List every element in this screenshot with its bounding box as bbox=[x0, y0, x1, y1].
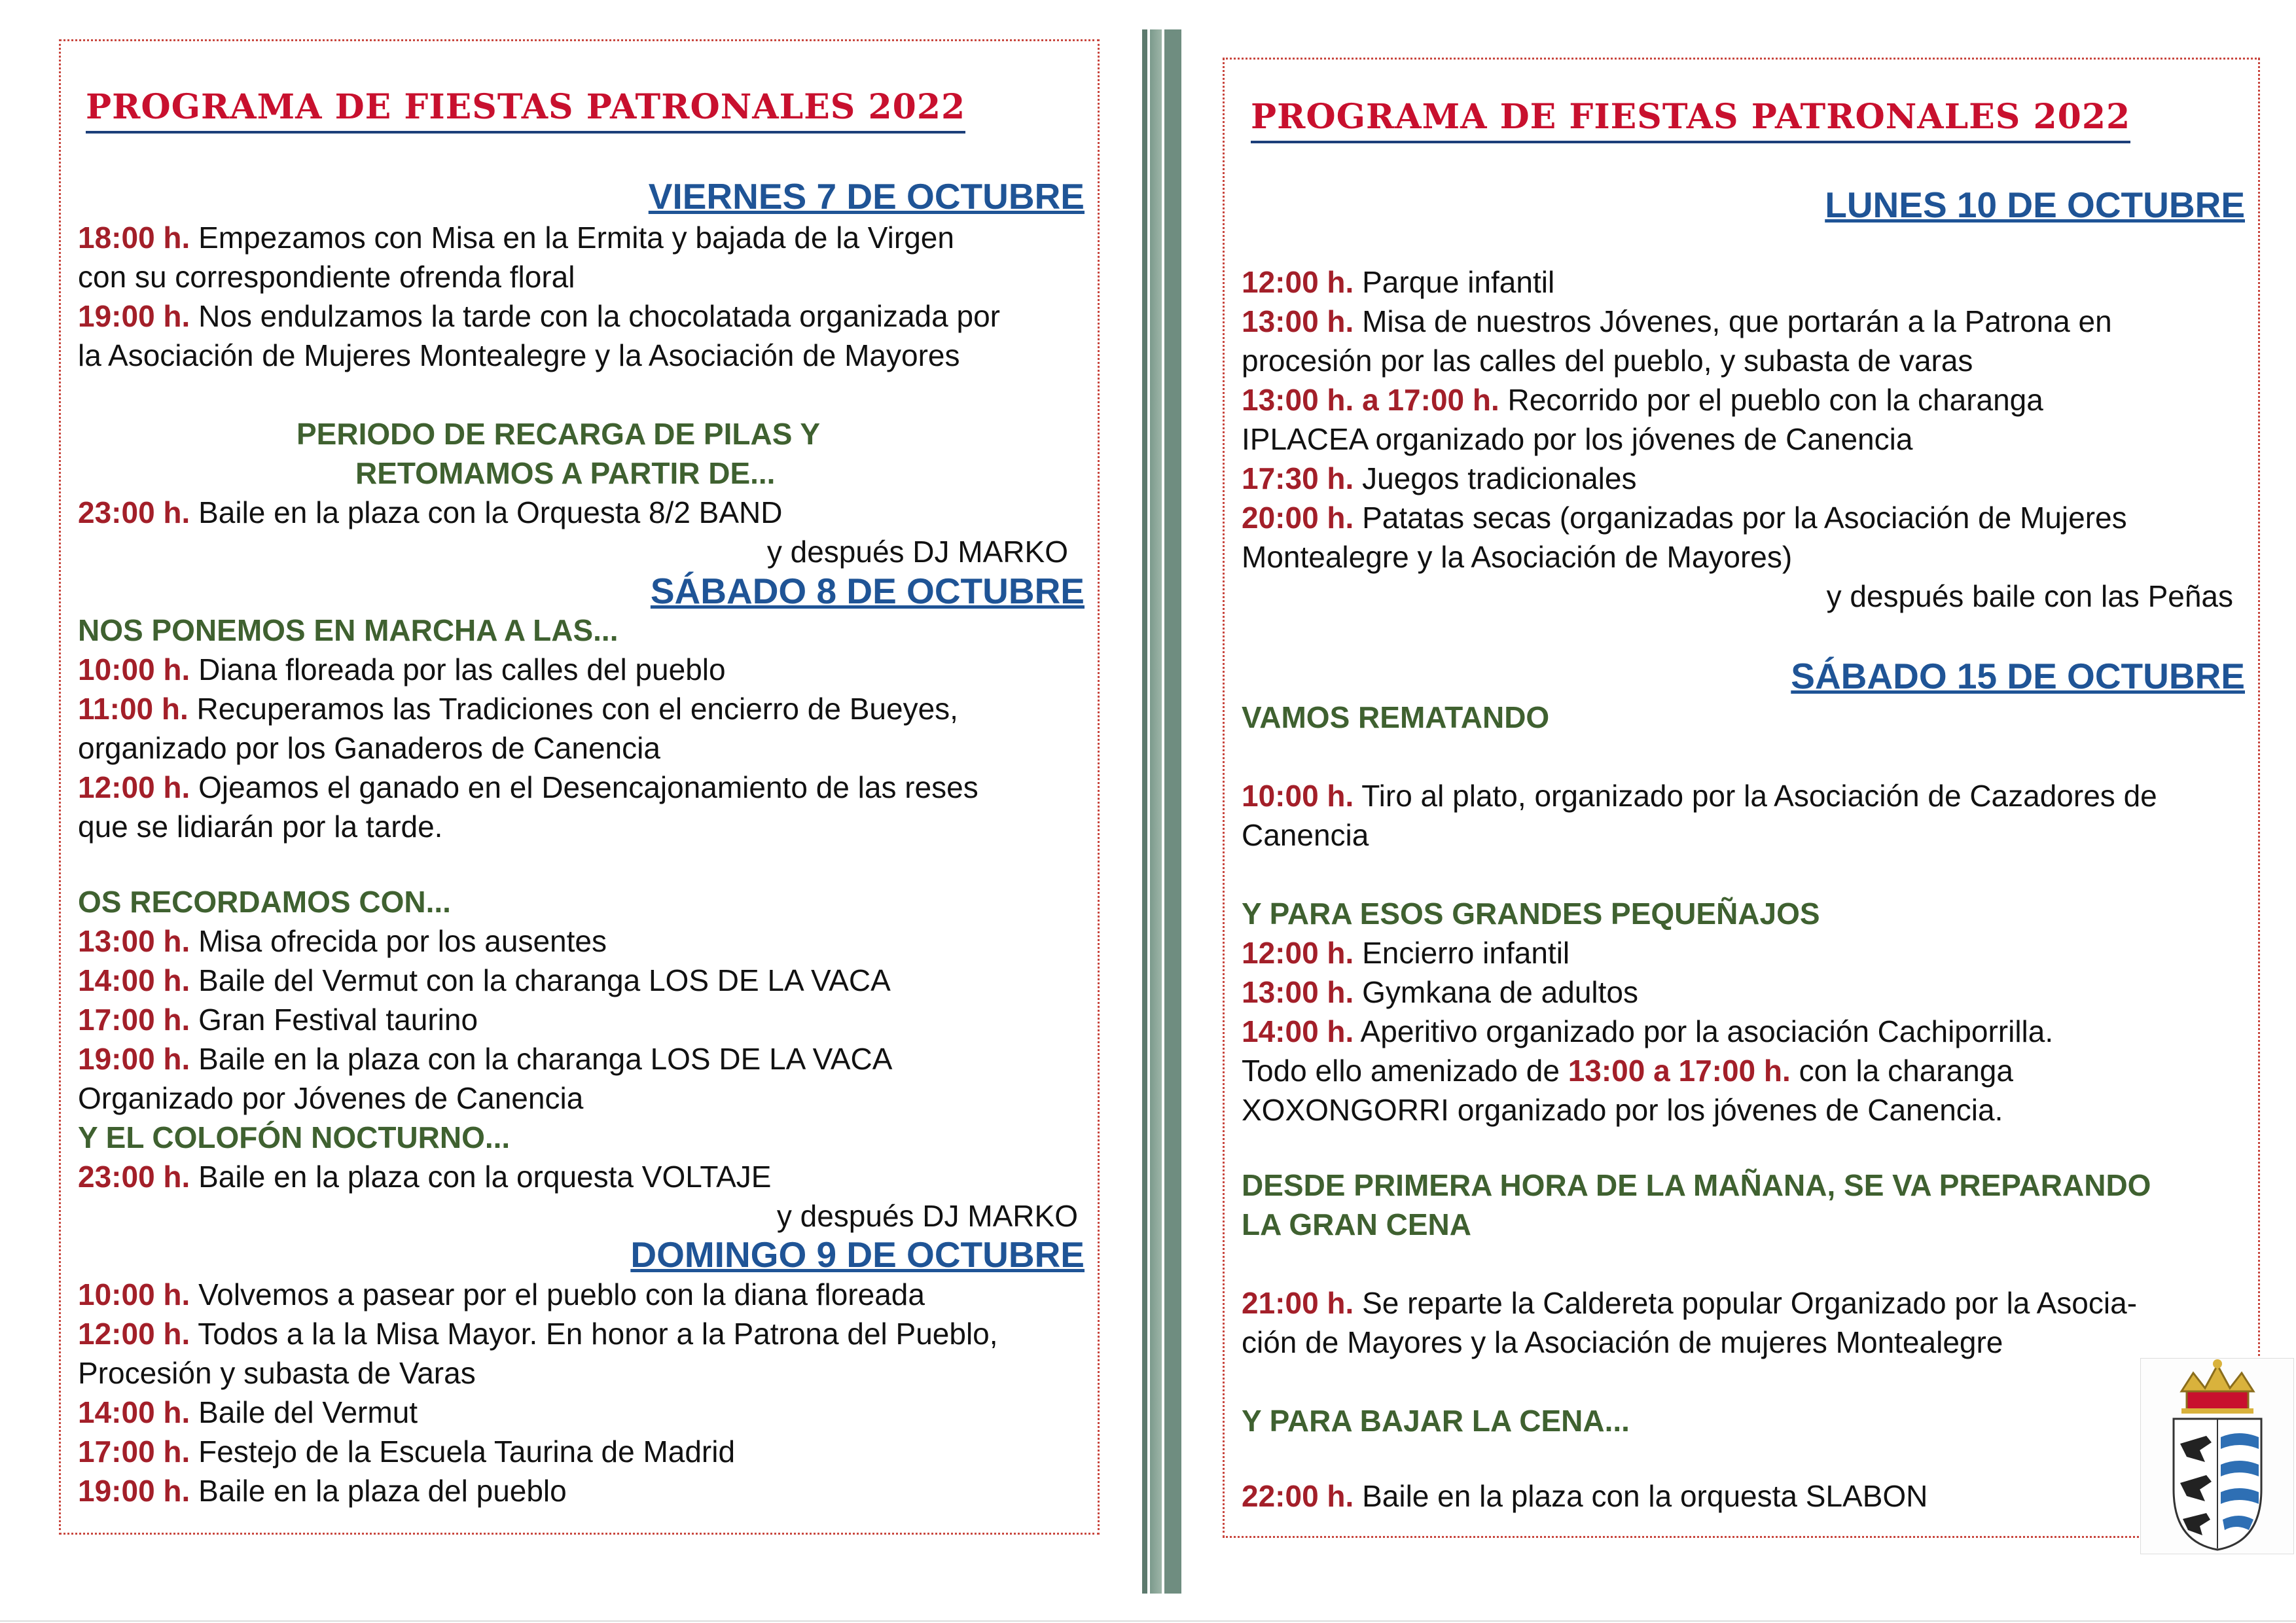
section-heading: PERIODO DE RECARGA DE PILAS Y bbox=[296, 417, 821, 451]
section-heading: DESDE PRIMERA HORA DE LA MAÑANA, SE VA PREPARANDO bbox=[1242, 1168, 2151, 1202]
event-line: 23:00 h. Baile en la plaza con la orquesta VOLTAJE bbox=[78, 1160, 772, 1194]
day-heading-sabado: SÁBADO 8 DE OCTUBRE bbox=[650, 571, 1085, 611]
section-heading: Y EL COLOFÓN NOCTURNO... bbox=[78, 1120, 511, 1154]
program-title: PROGRAMA DE FIESTAS PATRONALES 2022 bbox=[1251, 97, 2130, 137]
program-title: PROGRAMA DE FIESTAS PATRONALES 2022 bbox=[86, 87, 965, 127]
section-heading: OS RECORDAMOS CON... bbox=[78, 885, 451, 919]
section-heading: LA GRAN CENA bbox=[1242, 1207, 1471, 1241]
event-line-cont: la Asociación de Mujeres Montealegre y la Asociación de Mayores bbox=[78, 338, 960, 372]
event-line-cont: XOXONGORRI organizado por los jóvenes de Canencia. bbox=[1242, 1093, 2003, 1127]
crown-icon bbox=[2181, 1359, 2253, 1414]
event-line-cont: que se lidiarán por la tarde. bbox=[78, 810, 443, 844]
event-line: 10:00 h. Diana floreada por las calles del pueblo bbox=[78, 652, 726, 687]
event-line: 10:00 h. Volvemos a pasear por el pueblo con la diana floreada bbox=[78, 1277, 925, 1311]
page-bottom-edge bbox=[0, 1620, 2296, 1622]
shield-icon bbox=[2174, 1419, 2261, 1550]
event-line: 21:00 h. Se reparte la Caldereta popular Organizado por la Asocia- bbox=[1242, 1286, 2138, 1320]
event-line: 12:00 h. Todos a la la Misa Mayor. En honor a la Patrona del Pueblo, bbox=[78, 1317, 998, 1351]
event-line: 14:00 h. Baile del Vermut bbox=[78, 1395, 418, 1429]
day-heading-viernes: VIERNES 7 DE OCTUBRE bbox=[648, 176, 1085, 217]
event-line: 14:00 h. Aperitivo organizado por la asociación Cachiporrilla. bbox=[1242, 1014, 2054, 1048]
event-line-cont: ción de Mayores y la Asociación de mujeres Montealegre bbox=[1242, 1325, 2003, 1359]
event-line-cont: IPLACEA organizado por los jóvenes de Canencia bbox=[1242, 422, 1913, 456]
section-heading: VAMOS REMATANDO bbox=[1242, 700, 1550, 734]
after-text: y después DJ MARKO bbox=[776, 1199, 1078, 1233]
event-line-cont: con su correspondiente ofrenda floral bbox=[78, 260, 575, 294]
section-heading: RETOMAMOS A PARTIR DE... bbox=[355, 456, 776, 490]
after-text: y después baile con las Peñas bbox=[1826, 579, 2233, 613]
event-line: 23:00 h. Baile en la plaza con la Orquesta 8/2 BAND bbox=[78, 495, 783, 529]
event-line: 13:00 h. Gymkana de adultos bbox=[1242, 975, 1638, 1009]
event-line: 11:00 h. Recuperamos las Tradiciones con el encierro de Bueyes, bbox=[78, 692, 958, 726]
event-line: 22:00 h. Baile en la plaza con la orquesta SLABON bbox=[1242, 1479, 1928, 1513]
center-divider bbox=[1142, 29, 1181, 1594]
event-line: 13:00 h. Misa de nuestros Jóvenes, que portarán a la Patrona en bbox=[1242, 304, 2112, 338]
event-line-cont: procesión por las calles del pueblo, y subasta de varas bbox=[1242, 344, 1973, 378]
event-line: 19:00 h. Baile en la plaza con la charanga LOS DE LA VACA bbox=[78, 1042, 893, 1076]
event-line: 12:00 h. Ojeamos el ganado en el Desencajonamiento de las reses bbox=[78, 770, 978, 804]
day-heading-sabado-15: SÁBADO 15 DE OCTUBRE bbox=[1791, 656, 2245, 696]
event-line: 19:00 h. Baile en la plaza del pueblo bbox=[78, 1474, 567, 1508]
event-line-cont: Procesión y subasta de Varas bbox=[78, 1356, 476, 1390]
event-line: 13:00 h. Misa ofrecida por los ausentes bbox=[78, 924, 607, 958]
day-heading-lunes: LUNES 10 DE OCTUBRE bbox=[1825, 185, 2245, 225]
event-note: Todo ello amenizado de 13:00 a 17:00 h. con la charanga bbox=[1242, 1054, 2013, 1088]
event-line-cont: Montealegre y la Asociación de Mayores) bbox=[1242, 540, 1793, 574]
event-line: 17:30 h. Juegos tradicionales bbox=[1242, 461, 1637, 495]
day-heading-domingo: DOMINGO 9 DE OCTUBRE bbox=[630, 1234, 1085, 1275]
event-line: 20:00 h. Patatas secas (organizadas por la Asociación de Mujeres bbox=[1242, 501, 2127, 535]
event-line: 17:00 h. Festejo de la Escuela Taurina de Madrid bbox=[78, 1435, 736, 1469]
event-line: 12:00 h. Parque infantil bbox=[1242, 265, 1555, 299]
right-program-panel bbox=[1223, 58, 2260, 1538]
section-heading: NOS PONEMOS EN MARCHA A LAS... bbox=[78, 613, 619, 647]
left-program-panel bbox=[59, 39, 1100, 1535]
event-line: 10:00 h. Tiro al plato, organizado por la Asociación de Cazadores de bbox=[1242, 779, 2157, 813]
event-line: 12:00 h. Encierro infantil bbox=[1242, 936, 1570, 970]
section-heading: Y PARA BAJAR LA CENA... bbox=[1242, 1404, 1630, 1438]
after-text: y después DJ MARKO bbox=[766, 535, 1068, 569]
event-line-cont: Canencia bbox=[1242, 818, 1369, 852]
event-line: 18:00 h. Empezamos con Misa en la Ermita y bajada de la Virgen bbox=[78, 221, 954, 255]
event-line: 19:00 h. Nos endulzamos la tarde con la chocolatada organizada por bbox=[78, 299, 1000, 333]
event-line: 13:00 h. a 17:00 h. Recorrido por el pueblo con la charanga bbox=[1242, 383, 2043, 417]
event-line: 17:00 h. Gran Festival taurino bbox=[78, 1003, 478, 1037]
event-line-cont: organizado por los Ganaderos de Canencia bbox=[78, 731, 660, 765]
section-heading: Y PARA ESOS GRANDES PEQUEÑAJOS bbox=[1242, 897, 1820, 931]
event-line-cont: Organizado por Jóvenes de Canencia bbox=[78, 1081, 584, 1115]
coat-of-arms-logo bbox=[2140, 1358, 2294, 1554]
event-line: 14:00 h. Baile del Vermut con la charanga LOS DE LA VACA bbox=[78, 963, 891, 997]
